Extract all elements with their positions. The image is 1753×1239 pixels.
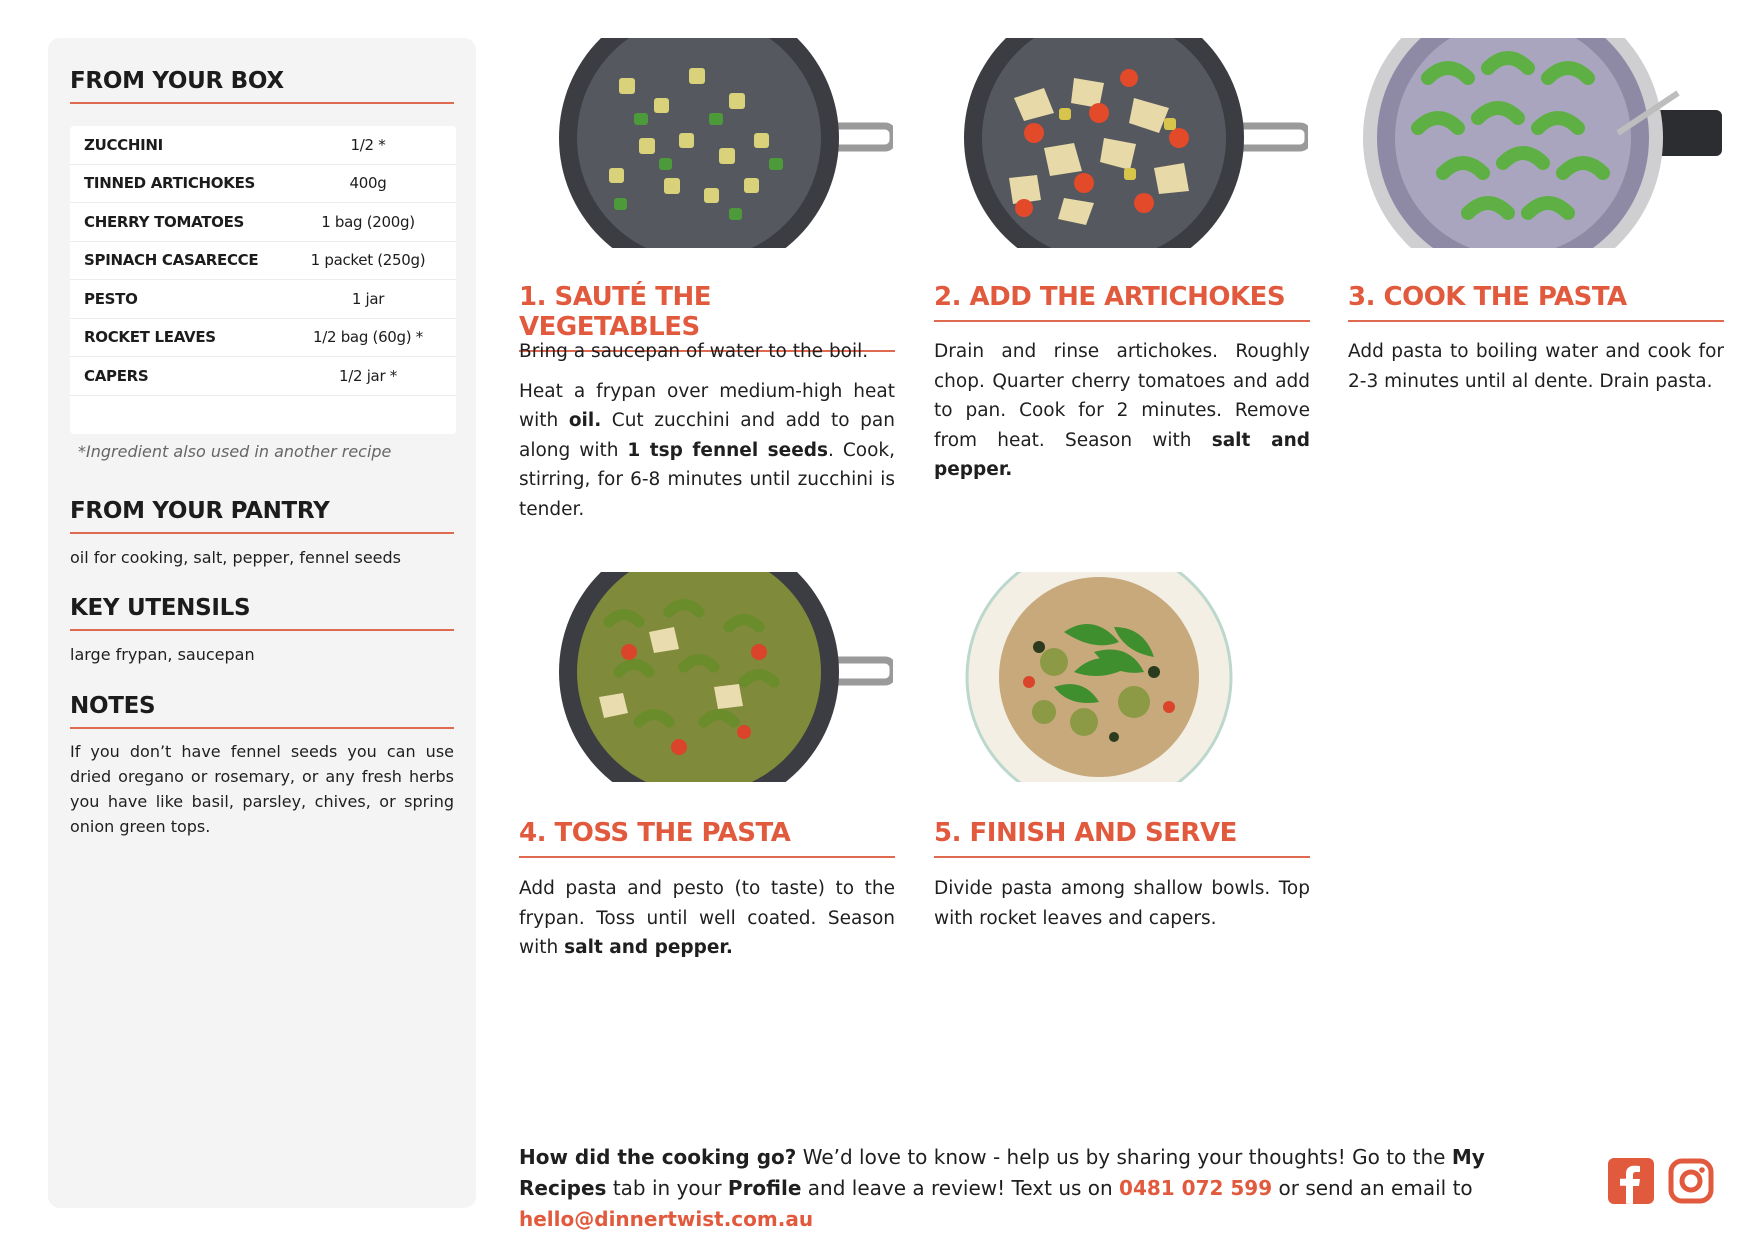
- ingredient-qty: 1 bag (200g): [321, 212, 415, 231]
- step-4-text: [519, 874, 895, 973]
- step-3-title: 3. COOK THE PASTA: [1348, 282, 1724, 322]
- ingredient-row: [70, 242, 456, 281]
- ingredient-row: [70, 357, 456, 396]
- ingredient-name: SPINACH CASARECCE: [84, 251, 259, 270]
- step-text: Drain and rinse artichokes. Roughly chop. Quarter cherry tomatoes and add to pan. Cook for 2 minutes. Remove from heat. Season with: [934, 341, 1310, 451]
- my-recipes-label: My Recipes: [519, 1145, 1485, 1200]
- step-5-para-1: Divide pasta among shallow bowls. Top with rocket leaves and capers.: [934, 878, 1310, 929]
- ingredients-sidebar: [48, 38, 476, 1208]
- ingredient-qty: 400g: [349, 174, 387, 193]
- ingredient-name: CHERRY TOMATOES: [84, 212, 245, 231]
- ingredient-row: [70, 165, 456, 204]
- box-heading: FROM YOUR BOX: [70, 68, 454, 104]
- phone-link[interactable]: 0481 072 599: [1119, 1176, 1273, 1200]
- notes-text: If you don’t have fennel seeds you can use dried oregano or rosemary, or any fresh herbs you have like basil, parsley, chives, or spring onion green tops.: [70, 742, 454, 836]
- step-4-para-1: [519, 874, 895, 963]
- ingredient-name: CAPERS: [84, 366, 149, 385]
- footer-text: We’d love to know - help us by sharing your thoughts! Go to the: [796, 1145, 1452, 1169]
- step-text: Heat a frypan over medium-high heat with: [519, 380, 895, 431]
- feedback-footer: [519, 1142, 1579, 1235]
- utensils-heading: KEY UTENSILS: [70, 595, 454, 631]
- step-5-title: 5. FINISH AND SERVE: [934, 818, 1310, 858]
- step-emphasis: salt and pepper.: [564, 937, 733, 958]
- step-1-para-2: [519, 377, 895, 525]
- ingredient-row: [70, 280, 456, 319]
- footer-question: How did the cooking go?: [519, 1145, 797, 1169]
- step-emphasis: salt and pepper.: [934, 429, 1310, 480]
- ingredient-row: [70, 203, 456, 242]
- ingredient-name: TINNED ARTICHOKES: [84, 174, 256, 193]
- step-2-photo: [934, 38, 1308, 248]
- footer-text: or send an email to: [1272, 1176, 1473, 1200]
- instagram-icon[interactable]: [1668, 1158, 1714, 1204]
- step-1-photo: [519, 38, 893, 248]
- step-4-photo: [519, 572, 893, 782]
- ingredient-footnote: *Ingredient also used in another recipe: [78, 442, 392, 461]
- ingredient-name: PESTO: [84, 289, 138, 308]
- step-text: Add pasta and pesto (to taste) to the frypan. Toss until well coated. Season with: [519, 878, 895, 958]
- ingredient-name: ZUCCHINI: [84, 135, 163, 154]
- step-3-photo: [1348, 38, 1722, 248]
- step-2-text: [934, 337, 1310, 495]
- footer-text: tab in your: [606, 1176, 728, 1200]
- profile-label: Profile: [727, 1176, 802, 1200]
- ingredient-row: [70, 319, 456, 358]
- step-4-title: 4. TOSS THE PASTA: [519, 818, 895, 858]
- step-3-text: [1348, 337, 1724, 406]
- ingredients-table: [70, 126, 456, 434]
- pantry-text: oil for cooking, salt, pepper, fennel seeds: [70, 548, 401, 567]
- step-2-para-1: [934, 337, 1310, 485]
- step-1-text: [519, 337, 895, 534]
- utensils-text: large frypan, saucepan: [70, 645, 255, 664]
- ingredient-row: [70, 126, 456, 165]
- pantry-heading: FROM YOUR PANTRY: [70, 498, 454, 534]
- ingredient-qty: 1 packet (250g): [310, 251, 426, 270]
- step-5-text: [934, 874, 1310, 943]
- step-1-title: 1. SAUTÉ THE VEGETABLES: [519, 282, 895, 352]
- step-5-photo: [934, 572, 1308, 782]
- step-text: . Cook, stirring, for 6-8 minutes until zucchini is tender.: [519, 439, 895, 520]
- ingredient-name: ROCKET LEAVES: [84, 328, 216, 347]
- ingredient-qty: 1 jar: [351, 289, 385, 308]
- ingredient-qty: 1/2 bag (60g) *: [313, 328, 423, 347]
- step-emphasis: 1 tsp fennel seeds: [627, 439, 829, 461]
- email-link[interactable]: hello@dinnertwist.com.au: [519, 1207, 814, 1231]
- ingredient-qty: 1/2 *: [350, 135, 386, 154]
- step-text: Cut zucchini and add to pan along with: [519, 410, 895, 461]
- notes-heading: NOTES: [70, 693, 454, 729]
- step-3-para-1: Add pasta to boiling water and cook for 2-3 minutes until al dente. Drain pasta.: [1348, 341, 1724, 392]
- ingredient-qty: 1/2 jar *: [338, 366, 397, 385]
- step-emphasis: oil.: [568, 410, 602, 431]
- footer-text: and leave a review! Text us on: [801, 1176, 1120, 1200]
- facebook-icon[interactable]: [1608, 1158, 1654, 1204]
- step-1-para-1: Bring a saucepan of water to the boil.: [519, 341, 869, 362]
- step-2-title: 2. ADD THE ARTICHOKES: [934, 282, 1310, 322]
